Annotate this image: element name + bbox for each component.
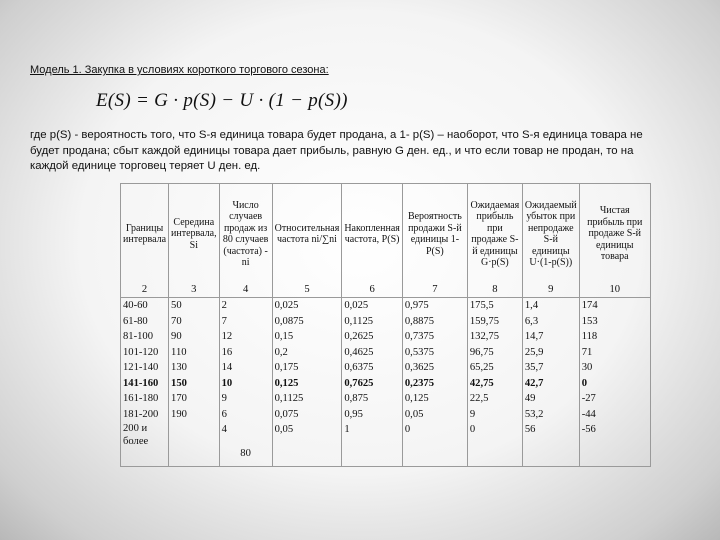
table-cell: 0,075 bbox=[272, 407, 342, 423]
table-cell: 12 bbox=[219, 329, 272, 345]
table-cell: 25,9 bbox=[522, 345, 579, 361]
table-cell: 118 bbox=[579, 329, 650, 345]
total-row bbox=[121, 448, 651, 467]
table-cell: 1 bbox=[342, 422, 403, 448]
table-cell: 0,1125 bbox=[342, 314, 403, 330]
table-cell: 22,5 bbox=[467, 391, 522, 407]
header-cell: Ожидаемый убыток при непродаже S-й единицы U·(1-p(S)) bbox=[522, 184, 579, 285]
table-cell: 2 bbox=[219, 298, 272, 314]
table-cell bbox=[579, 448, 650, 467]
table-cell: 0,7625 bbox=[342, 376, 403, 392]
header-cell: Накопленная частота, P(S) bbox=[342, 184, 403, 285]
table-cell: 56 bbox=[522, 422, 579, 448]
table-cell: 174 bbox=[579, 298, 650, 314]
table-cell: 190 bbox=[169, 407, 220, 423]
table-row bbox=[121, 314, 651, 330]
table-cell: -44 bbox=[579, 407, 650, 423]
column-number-row bbox=[121, 284, 651, 298]
column-number: 3 bbox=[169, 284, 220, 298]
table-cell: 40-60 bbox=[121, 298, 169, 314]
table-cell: 50 bbox=[169, 298, 220, 314]
purchase-table bbox=[120, 183, 651, 467]
table-cell: 0,4625 bbox=[342, 345, 403, 361]
model-heading: Модель 1. Закупка в условиях короткого торгового сезона: bbox=[30, 64, 329, 76]
table-cell: 0,05 bbox=[402, 407, 467, 423]
table-cell: 0,1125 bbox=[272, 391, 342, 407]
table-cell: 0,3625 bbox=[402, 360, 467, 376]
column-number: 6 bbox=[342, 284, 403, 298]
column-number: 8 bbox=[467, 284, 522, 298]
table-cell: 132,75 bbox=[467, 329, 522, 345]
table-cell: 0,8875 bbox=[402, 314, 467, 330]
table-cell: 81-100 bbox=[121, 329, 169, 345]
table-cell bbox=[169, 422, 220, 448]
formula: E(S) = G · p(S) − U · (1 − p(S)) bbox=[96, 90, 348, 111]
table-cell: 6 bbox=[219, 407, 272, 423]
table-cell: 0,975 bbox=[402, 298, 467, 314]
table-cell: 110 bbox=[169, 345, 220, 361]
table-row bbox=[121, 391, 651, 407]
table-cell: 0,5375 bbox=[402, 345, 467, 361]
table-cell: 9 bbox=[219, 391, 272, 407]
table-cell bbox=[272, 448, 342, 467]
table-row bbox=[121, 360, 651, 376]
table-cell: 0 bbox=[402, 422, 467, 448]
header-cell: Середина интервала, Si bbox=[169, 184, 220, 285]
table-cell bbox=[342, 448, 403, 467]
header-cell: Относительная частота ni/∑ni bbox=[272, 184, 342, 285]
table-cell: 70 bbox=[169, 314, 220, 330]
table-cell: 181-200 bbox=[121, 407, 169, 423]
table-cell: 0,125 bbox=[402, 391, 467, 407]
table-cell: 200 и более bbox=[121, 422, 169, 448]
table-cell bbox=[467, 448, 522, 467]
header-cell: Чистая прибыль при продаже S-й единицы товара bbox=[579, 184, 650, 285]
table-cell: 0,7375 bbox=[402, 329, 467, 345]
table-cell: 153 bbox=[579, 314, 650, 330]
table-cell: 0,2 bbox=[272, 345, 342, 361]
total-count: 80 bbox=[219, 448, 272, 467]
table-cell: 0,125 bbox=[272, 376, 342, 392]
table-cell: 14,7 bbox=[522, 329, 579, 345]
table-cell: 71 bbox=[579, 345, 650, 361]
table-cell: 0,025 bbox=[342, 298, 403, 314]
header-row bbox=[121, 184, 651, 285]
table-cell: 35,7 bbox=[522, 360, 579, 376]
table-cell: 130 bbox=[169, 360, 220, 376]
column-number: 10 bbox=[579, 284, 650, 298]
table-cell: -27 bbox=[579, 391, 650, 407]
column-number: 9 bbox=[522, 284, 579, 298]
table-row bbox=[121, 407, 651, 423]
table-cell bbox=[522, 448, 579, 467]
table-cell: 0,6375 bbox=[342, 360, 403, 376]
table-cell: 175,5 bbox=[467, 298, 522, 314]
table-cell: 90 bbox=[169, 329, 220, 345]
table-cell: 141-160 bbox=[121, 376, 169, 392]
table-cell: 161-180 bbox=[121, 391, 169, 407]
table-cell: 159,75 bbox=[467, 314, 522, 330]
table-cell: 0,95 bbox=[342, 407, 403, 423]
table-cell: 7 bbox=[219, 314, 272, 330]
intro-paragraph: где p(S) - вероятность того, что S-я единица товара будет продана, а 1- p(S) – наоборот, что S-я единица товара не будет продана; сбыт каждой единицы товара дает прибыль, равную G ден. ед., и что если товар не продан, то на каждой единице торговец теряет U ден. ед. bbox=[30, 129, 643, 172]
table-row bbox=[121, 345, 651, 361]
column-number: 4 bbox=[219, 284, 272, 298]
table-cell: 0,025 bbox=[272, 298, 342, 314]
table-cell: 101-120 bbox=[121, 345, 169, 361]
header-cell: Ожидаемая прибыль при продаже S-й единицы G·p(S) bbox=[467, 184, 522, 285]
table-cell bbox=[402, 448, 467, 467]
table-cell: 53,2 bbox=[522, 407, 579, 423]
header-cell: Число случаев продаж из 80 случаев (частота) - ni bbox=[219, 184, 272, 285]
table-cell: 14 bbox=[219, 360, 272, 376]
table-cell: 0,875 bbox=[342, 391, 403, 407]
table-cell: 0,0875 bbox=[272, 314, 342, 330]
table-cell: 0,175 bbox=[272, 360, 342, 376]
header-cell: Границы интервала bbox=[121, 184, 169, 285]
column-number: 5 bbox=[272, 284, 342, 298]
table-row bbox=[121, 422, 651, 448]
table-cell: 42,75 bbox=[467, 376, 522, 392]
table-cell: 0 bbox=[467, 422, 522, 448]
table-cell: 121-140 bbox=[121, 360, 169, 376]
table-cell: 30 bbox=[579, 360, 650, 376]
table-cell: 0,2625 bbox=[342, 329, 403, 345]
table-cell: 0,05 bbox=[272, 422, 342, 448]
table-cell: 9 bbox=[467, 407, 522, 423]
table-cell: 4 bbox=[219, 422, 272, 448]
header-cell: Вероятность продажи S-й единицы 1-P(S) bbox=[402, 184, 467, 285]
table-cell: 61-80 bbox=[121, 314, 169, 330]
table-cell: 6,3 bbox=[522, 314, 579, 330]
table-cell: -56 bbox=[579, 422, 650, 448]
table-cell: 0,2375 bbox=[402, 376, 467, 392]
table-cell: 1,4 bbox=[522, 298, 579, 314]
table-row-optimal bbox=[121, 376, 651, 392]
table-cell bbox=[121, 448, 169, 467]
table-cell: 42,7 bbox=[522, 376, 579, 392]
table-cell: 65,25 bbox=[467, 360, 522, 376]
table-cell: 49 bbox=[522, 391, 579, 407]
table-cell: 0,15 bbox=[272, 329, 342, 345]
table-cell: 0 bbox=[579, 376, 650, 392]
table-row bbox=[121, 298, 651, 314]
table-cell: 96,75 bbox=[467, 345, 522, 361]
table-cell: 10 bbox=[219, 376, 272, 392]
table-cell: 150 bbox=[169, 376, 220, 392]
table-row bbox=[121, 329, 651, 345]
table-cell: 16 bbox=[219, 345, 272, 361]
column-number: 7 bbox=[402, 284, 467, 298]
column-number: 2 bbox=[121, 284, 169, 298]
table-cell: 170 bbox=[169, 391, 220, 407]
table-cell bbox=[169, 448, 220, 467]
